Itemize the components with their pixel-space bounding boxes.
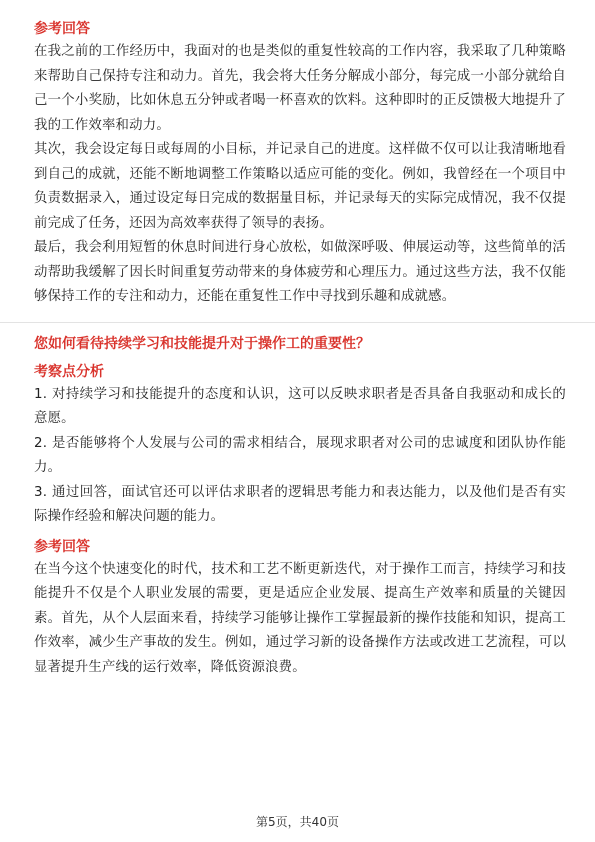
- answer-paragraph: 在我之前的工作经历中，我面对的也是类似的重复性较高的工作内容，我采取了几种策略来帮助自己保持专注和动力。首先，我会将大任务分解成小部分，每完成一小部分就给自己一个小奖励，比如休息五分钟或者喝一杯喜欢的饮料。这种即时的正反馈极大地提升了我的工作效率和动力。: [34, 44, 566, 133]
- analysis-heading: 考察点分析: [34, 363, 104, 380]
- analysis-item: 1. 对持续学习和技能提升的态度和认识，这可以反映求职者是否具备自我驱动和成长的意愿。: [34, 386, 566, 426]
- answer-paragraph: 最后，我会利用短暂的休息时间进行身心放松，如做深呼吸、伸展运动等，这些简单的活动帮助我缓解了因长时间重复劳动带来的身体疲劳和心理压力。通过这些方法，我不仅能够保持工作的专注和动力，还能在重复性工作中寻找到乐趣和成就感。: [34, 240, 566, 304]
- reference-answer-heading: 参考回答: [34, 538, 90, 555]
- analysis-item: 3. 通过回答，面试官还可以评估求职者的逻辑思考能力和表达能力，以及他们是否有实际操作经验和解决问题的能力。: [34, 484, 566, 524]
- question-heading: 您如何看待持续学习和技能提升对于操作工的重要性？: [34, 335, 370, 352]
- answer-paragraph: 其次，我会设定每日或每周的小目标，并记录自己的进度。这样做不仅可以让我清晰地看到自己的成就，还能不断地调整工作策略以适应可能的变化。例如，我曾经在一个项目中负责数据录入，通过设定每日完成的数据量目标，并记录每天的实际完成情况，我不仅提前完成了任务，还因为高效率获得了领导的表扬。: [34, 142, 566, 231]
- reference-answer-heading: 参考回答: [34, 21, 90, 37]
- analysis-item: 2. 是否能够将个人发展与公司的需求相结合，展现求职者对公司的忠诚度和团队协作能力。: [34, 435, 566, 475]
- section-divider: [0, 322, 595, 323]
- page-number: 第5页，共40页: [256, 815, 339, 829]
- document-page: [34, 18, 566, 680]
- answer-paragraph: 在当今这个快速变化的时代，技术和工艺不断更新迭代，对于操作工而言，持续学习和技能提升不仅是个人职业发展的需要，更是适应企业发展、提高生产效率和质量的关键因素。首先，从个人层面来看，持续学习能够让操作工掌握最新的操作技能和知识，提高工作效率，减少生产事故的发生。例如，通过学习新的设备操作方法或改进工艺流程，可以显著提升生产线的运行效率，降低资源浪费。: [34, 561, 566, 675]
